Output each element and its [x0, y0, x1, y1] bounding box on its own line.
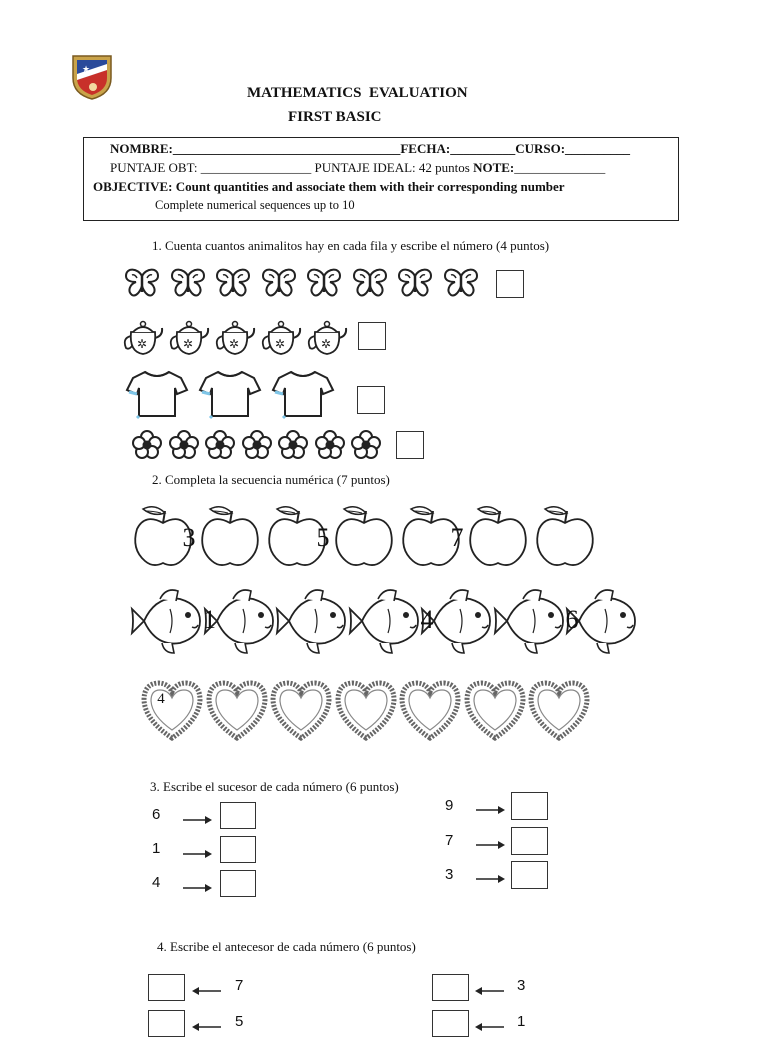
sequence-number: 3 [182, 523, 196, 552]
shirt-icon [198, 368, 262, 420]
arrow-left-icon [191, 983, 221, 993]
heart-icon [464, 680, 526, 740]
page-title: MATHEMATICS EVALUATION [247, 85, 468, 101]
given-number: 4 [152, 874, 161, 891]
svg-text:✲: ✲ [321, 337, 332, 351]
q1-instruction: 1. Cuenta cuantos animalitos hay en cada fila y escribe el número (4 puntos) [152, 238, 550, 253]
note-label: NOTE: [473, 160, 515, 175]
flower-icon [242, 430, 272, 460]
butterfly-icon [352, 268, 388, 298]
info-line-1 [110, 141, 630, 157]
answer-box[interactable] [220, 836, 256, 863]
apple-icon [332, 503, 396, 569]
apple-icon [198, 503, 262, 569]
given-number: 7 [445, 831, 454, 849]
svg-text:✲: ✲ [183, 337, 194, 351]
arrow-right-icon [183, 846, 213, 856]
page-subtitle: FIRST BASIC [288, 109, 382, 125]
answer-box[interactable] [511, 861, 548, 889]
answer-box[interactable] [358, 322, 386, 350]
curso-field[interactable]: __________ [565, 141, 631, 156]
given-number: 3 [445, 866, 454, 883]
arrow-right-icon [183, 880, 213, 890]
given-number: 5 [235, 1013, 244, 1030]
answer-box[interactable] [357, 386, 385, 414]
butterfly-icon [443, 268, 479, 298]
butterfly-icon [306, 268, 342, 298]
flower-icon [205, 430, 235, 460]
teapot-icon [305, 314, 347, 358]
heart-icon [270, 680, 332, 740]
sequence-number: 4 [157, 691, 165, 707]
apple-icon [466, 503, 530, 569]
arrow-right-icon [476, 837, 506, 847]
q2-instruction: 2. Completa la secuencia numérica (7 puntos) [152, 472, 390, 487]
fish-icon [275, 585, 349, 657]
svg-text:✲: ✲ [229, 337, 240, 351]
objective-line [93, 179, 565, 195]
answer-box[interactable] [396, 431, 424, 459]
teapot-icon [121, 314, 163, 358]
fecha-label: FECHA: [400, 141, 451, 156]
arrow-right-icon [476, 802, 506, 812]
info-line-2 [110, 160, 605, 176]
arrow-right-icon [476, 871, 506, 881]
objective-text: Count quantities and associate them with their corresponding number [172, 179, 565, 194]
heart-icon [141, 680, 203, 740]
heart-icon [335, 680, 397, 740]
butterfly-icon [170, 268, 206, 298]
svg-text:✲: ✲ [275, 337, 286, 351]
nombre-field[interactable]: ___________________________________ [172, 141, 401, 156]
butterfly-icon [397, 268, 433, 298]
objective-line-2: Complete numerical sequences up to 10 [155, 198, 355, 212]
given-number: 3 [517, 977, 526, 994]
shirt-icon [271, 368, 335, 420]
puntaje-ideal-label: PUNTAJE IDEAL: 42 puntos [311, 160, 474, 175]
curso-label: CURSO: [515, 141, 566, 156]
given-number: 1 [152, 840, 161, 857]
heart-icon [399, 680, 461, 740]
flower-icon [132, 430, 162, 460]
flower-icon [315, 430, 345, 460]
arrow-left-icon [474, 983, 504, 993]
butterfly-icon [215, 268, 251, 298]
flower-icon [278, 430, 308, 460]
flower-icon [169, 430, 199, 460]
puntaje-obt-label: PUNTAJE OBT: [110, 160, 201, 175]
shirt-icon [125, 368, 189, 420]
given-number: 6 [152, 806, 161, 823]
answer-box[interactable] [432, 974, 469, 1001]
answer-box[interactable] [511, 827, 548, 855]
sequence-number: 4 [420, 605, 434, 634]
butterfly-icon [124, 268, 160, 298]
school-crest-logo [71, 52, 113, 100]
answer-box[interactable] [220, 802, 256, 829]
heart-icon [528, 680, 590, 740]
q4-instruction: 4. Escribe el antecesor de cada número (6 puntos) [157, 939, 416, 954]
sequence-number: 5 [316, 523, 330, 552]
svg-text:✲: ✲ [137, 337, 148, 351]
arrow-right-icon [183, 812, 213, 822]
svg-text:★: ★ [82, 64, 91, 74]
sequence-number: 1 [203, 605, 216, 634]
answer-box[interactable] [220, 870, 256, 897]
apple-icon [533, 503, 597, 569]
note-field[interactable]: ______________ [514, 160, 606, 175]
teapot-icon [213, 314, 255, 358]
teapot-icon [167, 314, 209, 358]
objective-label: OBJECTIVE: [93, 179, 173, 194]
answer-box[interactable] [148, 974, 185, 1001]
sequence-number: 6 [565, 605, 579, 634]
q3-instruction: 3. Escribe el sucesor de cada número (6 puntos) [150, 779, 399, 794]
sequence-number: 7 [450, 523, 464, 552]
heart-icon [206, 680, 268, 740]
teapot-icon [259, 314, 301, 358]
fecha-field[interactable]: __________ [450, 141, 516, 156]
butterfly-icon [261, 268, 297, 298]
puntaje-obt-field[interactable]: _________________ [200, 160, 312, 175]
given-number: 1 [517, 1013, 526, 1030]
given-number: 7 [235, 977, 244, 994]
answer-box[interactable] [511, 792, 548, 820]
flower-icon [351, 430, 381, 460]
given-number: 9 [445, 797, 454, 814]
nombre-label: NOMBRE: [110, 141, 173, 156]
arrow-left-icon [191, 1019, 221, 1029]
arrow-left-icon [474, 1019, 504, 1029]
answer-box[interactable] [496, 270, 524, 298]
